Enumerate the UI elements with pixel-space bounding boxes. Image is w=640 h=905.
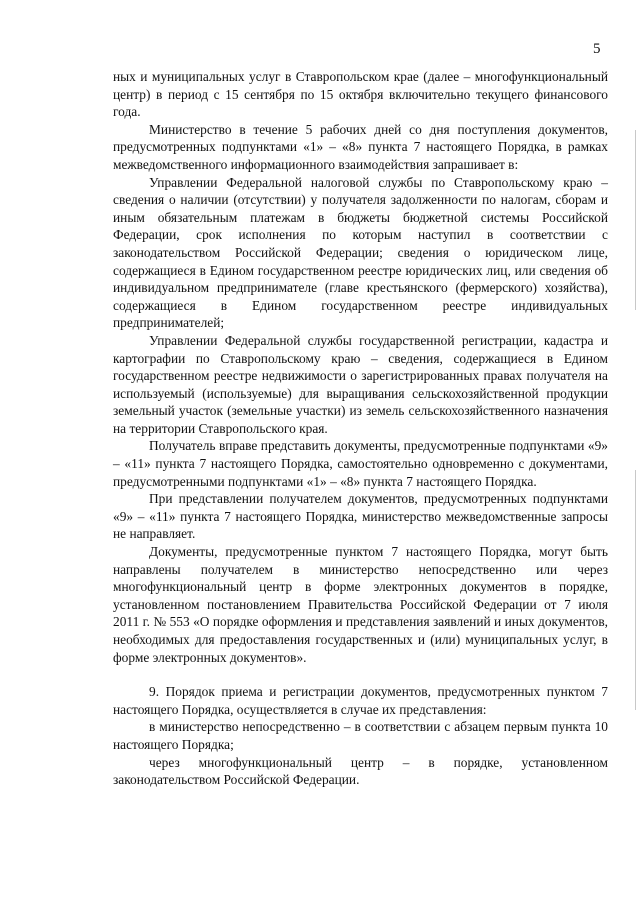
paragraph-no-requests: При представлении получателем документов, предусмотренных подпунктами «9» – «11» пункта 7 настоящего Порядка, министерство межведомственные запросы не направляет. <box>113 491 608 542</box>
scan-edge-line-lower <box>635 470 636 710</box>
paragraph-item-9: 9. Порядок приема и регистрации документов, предусмотренных пунктом 7 настоящего Порядка, осуществляется в случае их представления: <box>113 684 608 717</box>
paragraph-recipient-right: Получатель вправе представить документы, предусмотренные подпунктами «9» – «11» пункта 7 настоящего Порядка, самостоятельно одновременно с документами, предусмотренными подпунктами «1» – «8» пункта 7 настоящего Порядка. <box>113 438 608 489</box>
document-body <box>113 68 608 789</box>
paragraph-registration-service: Управлении Федеральной службы государственной регистрации, кадастра и картографии по Ставропольскому краю – сведения, содержащиеся в Едином государственном реестре недвижимости о зарегистрированных правах получателя на используемый (используемые) для выращивания сельскохозяйственной продукции земельный участок (земельные участки) из земель сельскохозяйственного назначения на территории Ставропольского края. <box>113 332 608 436</box>
page-number: 5 <box>593 41 601 57</box>
paragraph-ministry-request: Министерство в течение 5 рабочих дней со дня поступления документов, предусмотренных подпунктами «1» – «8» пункта 7 настоящего Порядка, в рамках межведомственного информационного взаимодействия запрашивает в: <box>113 121 608 172</box>
paragraph-mfc-submission: через многофункциональный центр – в порядке, установленном законодательством Российской Федерации. <box>113 754 608 788</box>
paragraph-tax-service: Управлении Федеральной налоговой службы по Ставропольскому краю – сведения о наличии (отсутствии) у получателя задолженности по налогам, сборам и иным обязательным платежам в бюджеты бюджетной системы Российской Федерации, срок исполнения по которым наступил в соответствии с законодательством Российской Федерации; сведения о юридическом лице, содержащиеся в Едином государственном реестре юридических лиц, или сведения об индивидуальном предпринимателе (главе крестьянского (фермерского) хозяйства), содержащиеся в Едином государственном реестре индивидуальных предпринимателей; <box>113 174 608 331</box>
scan-edge-line-upper <box>635 130 636 310</box>
paragraph-electronic-documents: Документы, предусмотренные пунктом 7 настоящего Порядка, могут быть направлены получателем в министерство непосредственно или через многофункциональный центр в форме электронных документов в порядке, установленном постановлением Правительства Российской Федерации от 7 июля 2011 г. № 553 «О порядке оформления и представления заявлений и иных документов, необходимых для предоставления государственных и (или) муниципальных услуг, в форме электронных документов». <box>113 544 608 665</box>
paragraph-direct-submission: в министерство непосредственно – в соответствии с абзацем первым пункта 10 настоящего Порядка; <box>113 719 608 752</box>
paragraph-mfc-continuation: ных и муниципальных услуг в Ставропольском крае (далее – многофункциональный центр) в период с 15 сентября по 15 октября включительно текущего финансового года. <box>113 69 608 120</box>
